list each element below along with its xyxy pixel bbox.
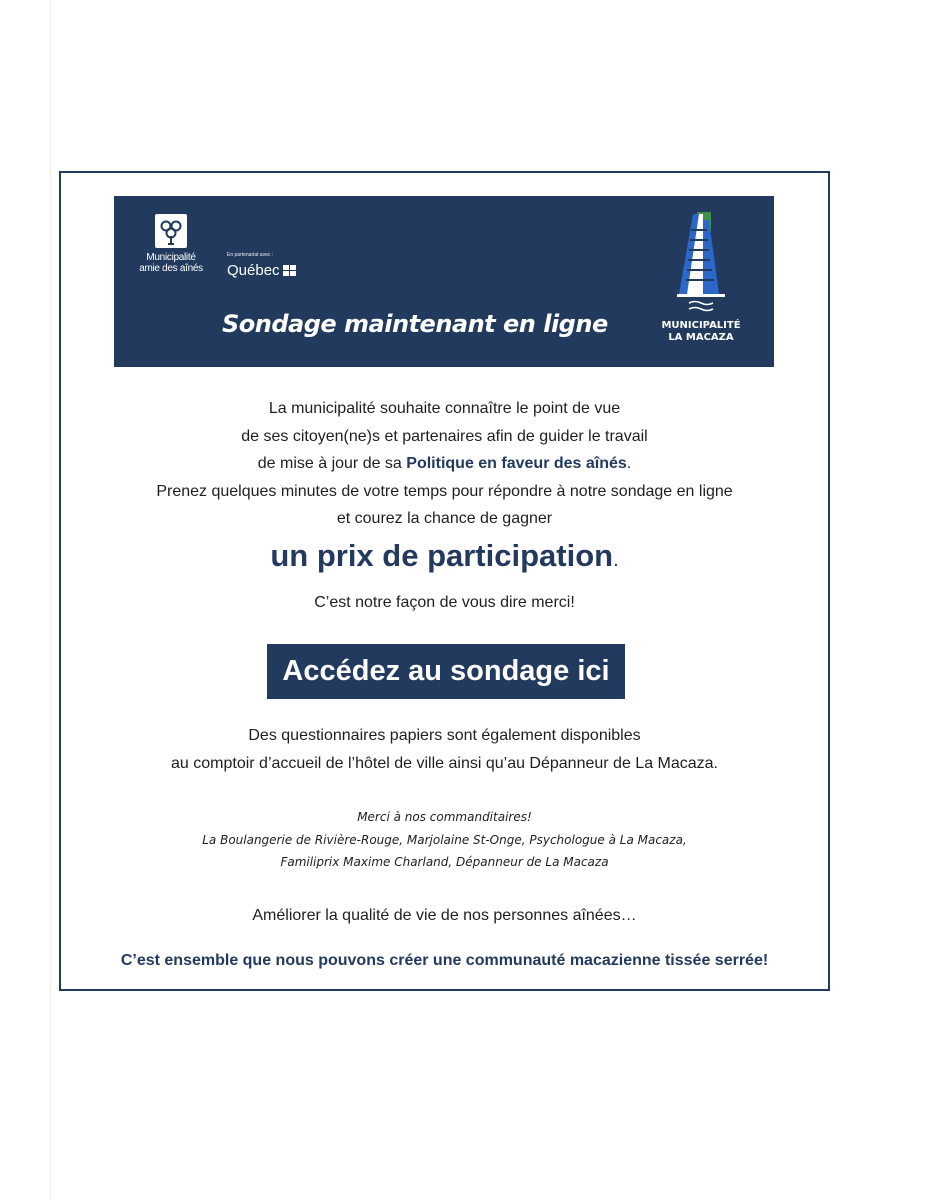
sponsors-line2: Familiprix Maxime Charland, Dépanneur de La Macaza (280, 855, 609, 869)
paper-line2: au comptoir d’accueil de l’hôtel de ville ainsi qu’au Dépanneur de La Macaza. (171, 754, 718, 772)
paper-questionnaire-note (62, 722, 827, 777)
mada-logo-line1: Municipalité (146, 252, 196, 263)
partner-block (227, 252, 337, 279)
partner-label: En partenariat avec : (227, 252, 274, 258)
policy-highlight: Politique en faveur des aînés (406, 455, 627, 472)
fleur-de-lis-flag-icon (283, 265, 296, 276)
paper-line1: Des questionnaires papiers sont également disponibles (248, 727, 641, 744)
intro-paragraph (62, 395, 827, 533)
mada-logo-line2: amie des aînés (139, 263, 203, 274)
sponsors-line1: La Boulangerie de Rivière-Rouge, Marjolaine St-Onge, Psychologue à La Macaza, (202, 832, 687, 847)
municipality-line2: LA MACAZA (668, 332, 734, 343)
quebec-wordmark: Québec (227, 262, 280, 279)
municipality-line1: MUNICIPALITÉ (661, 320, 741, 331)
intro-line1: La municipalité souhaite connaître le point de vue (268, 400, 621, 417)
page-edge (50, 0, 51, 1200)
banner-title: Sondage maintenant en ligne (222, 310, 608, 338)
sponsors-heading: Merci à nos commanditaires! (357, 810, 532, 824)
closing-slogan: C’est ensemble que nous pouvons créer une communauté macazienne tissée serrée! (120, 952, 769, 969)
thanks-text: C’est notre façon de vous dire merci! (314, 594, 575, 611)
prize-heading (62, 538, 827, 574)
banner (114, 196, 774, 367)
intro-line5: et courez la chance de gagner (336, 510, 553, 527)
prize-period: . (613, 549, 619, 571)
intro-line2: de ses citoyen(ne)s et partenaires afin de guider le travail (241, 427, 648, 445)
improve-text: Améliorer la qualité de vie de nos personnes aînées… (252, 907, 637, 924)
intro-line3-suffix: . (626, 455, 632, 472)
sponsors-block (62, 806, 827, 874)
quebec-logo (227, 262, 337, 279)
mada-logo (136, 214, 206, 274)
intro-line3 (62, 450, 827, 478)
prize-text: un prix de participation (270, 538, 614, 573)
tree-icon (155, 214, 187, 248)
survey-access-button[interactable]: Accédez au sondage ici (267, 644, 625, 699)
intro-line3-prefix: de mise à jour de sa (257, 455, 407, 472)
intro-line4: Prenez quelques minutes de votre temps pour répondre à notre sondage en ligne (156, 482, 733, 500)
la-macaza-emblem-icon (669, 210, 733, 318)
la-macaza-logo (648, 210, 754, 344)
